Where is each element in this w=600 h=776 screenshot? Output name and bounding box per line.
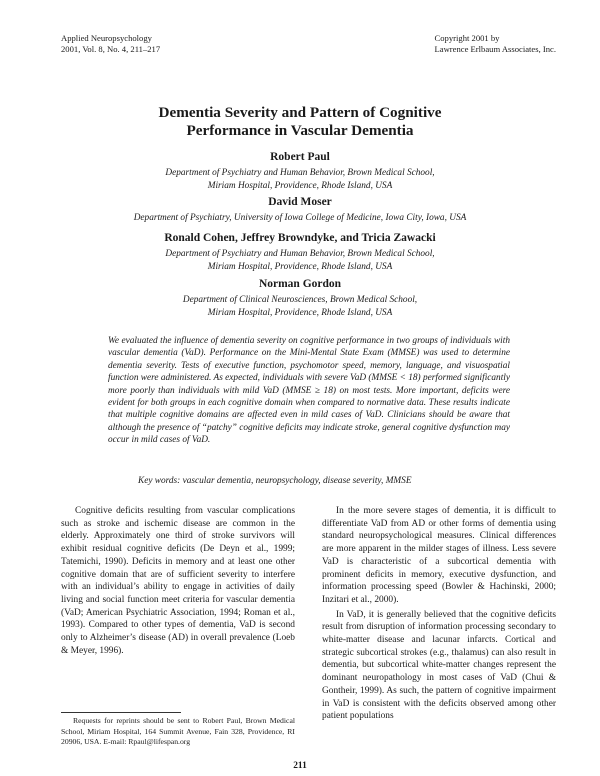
- journal-info: [61, 33, 160, 55]
- page-number: 211: [293, 761, 307, 771]
- footnote: Requests for reprints should be sent to Robert Paul, Brown Medical School, Miriam Hospital, 164 Summit Avenue, Fain 328, Providence, RI 20906, USA. E-mail: Rpaul@lifespan.org: [61, 716, 295, 747]
- author-affiliation: Department of Psychiatry, University of Iowa College of Medicine, Iowa City, Iowa, USA: [133, 213, 467, 223]
- body-paragraph: Cognitive deficits resulting from vascular complications such as stroke and ischemic disease are common in the elderly. Approximately one third of stroke survivors will exhibit residual cognitive deficits (De Deyn et al., 1999; Tatemichi, 1990). Deficits in memory and at least one other cognitive domain that are of sufficient severity to interfere with an individual’s ability to engage in activities of daily living and social function meet criteria for vascular dementia (VaD; American Psychiatric Association, 1994; Roman et al., 1993). Compared to other types of dementia, VaD is second only to Alzheimer’s disease (AD) in overall prevalence (Loeb & Meyer, 1996).: [61, 506, 295, 656]
- keywords: Key words: vascular dementia, neuropsychology, disease severity, MMSE: [138, 476, 412, 486]
- author-name: Ronald Cohen, Jeffrey Browndyke, and Tricia Zawacki: [164, 232, 436, 244]
- author-affiliation: Department of Psychiatry and Human Behavior, Brown Medical School,: [165, 249, 435, 259]
- journal-name: Applied Neuropsychology: [61, 33, 152, 43]
- title-line-1: Dementia Severity and Pattern of Cognitive: [158, 104, 442, 121]
- body-column-right: [322, 505, 556, 723]
- body-column-left: [61, 505, 295, 657]
- article-title: [60, 104, 540, 140]
- author-name: Norman Gordon: [258, 278, 342, 290]
- journal-volume: 2001, Vol. 8, No. 4, 211–217: [61, 44, 161, 54]
- author-affiliation: Miriam Hospital, Providence, Rhode Island, USA: [207, 261, 393, 272]
- author-affiliation: Department of Psychiatry and Human Behavior, Brown Medical School,: [165, 168, 435, 178]
- body-paragraph: In the more severe stages of dementia, it is difficult to differentiate VaD from AD or other forms of dementia using standard neuropsychological measures. Clinical differences are more apparent in the milder stages of illness. Less severe VaD is characteristic of a subcortical dementia with prominent deficits in memory, executive dysfunction, and information processing speed (Bowler & Hachinski, 2000; Inzitari et al., 2000).: [322, 506, 556, 605]
- author-affiliation: Department of Clinical Neurosciences, Brown Medical School,: [182, 295, 418, 305]
- author-name: David Moser: [268, 196, 332, 208]
- author-block-2: [60, 195, 540, 225]
- title-line-2: Performance in Vascular Dementia: [186, 122, 414, 139]
- footnote-divider: [61, 712, 181, 713]
- author-block-4: [60, 277, 540, 319]
- author-affiliation: Miriam Hospital, Providence, Rhode Island, USA: [207, 180, 393, 191]
- copyright-info: [435, 33, 556, 55]
- author-name: Robert Paul: [270, 151, 330, 163]
- author-block-3: [60, 231, 540, 273]
- copyright-year: Copyright 2001 by: [434, 33, 500, 43]
- author-block-1: [60, 150, 540, 192]
- author-affiliation: Miriam Hospital, Providence, Rhode Island, USA: [207, 307, 393, 318]
- publisher: Lawrence Erlbaum Associates, Inc.: [434, 44, 556, 54]
- abstract: We evaluated the influence of dementia severity on cognitive performance in two groups of individuals with vascular dementia (VaD). Performance on the Mini-Mental State Exam (MMSE) was used to determine dementia severity. Tests of executive function, psychomotor speed, memory, language, and visuospatial function were administered. As expected, individuals with severe VaD (MMSE < 18) performed significantly more poorly than individuals with mild VaD (MMSE ≥ 18) on most tests. More important, deficits were evident for both groups in each cognitive domain when compared to normative data. These results indicate that multiple cognitive domains are affected even in mild cases of VaD. Clinicians should be aware that although the presence of “patchy” cognitive deficits may indicate stroke, general cognitive dysfunction may occur in mild cases of VaD.: [108, 336, 510, 446]
- body-paragraph: In VaD, it is generally believed that the cognitive deficits result from disruption of information processing secondary to white-matter disease and lacunar infarcts. Cortical and strategic subcortical strokes (e.g., thalamus) can also result in dementia, but subcortical white-matter changes represent the dominant neuropathology in most cases of VaD (Chui & Gontheir, 1999). As such, the pattern of cognitive impairment in VaD is consistent with the deficits observed among other patient populations: [322, 609, 556, 722]
